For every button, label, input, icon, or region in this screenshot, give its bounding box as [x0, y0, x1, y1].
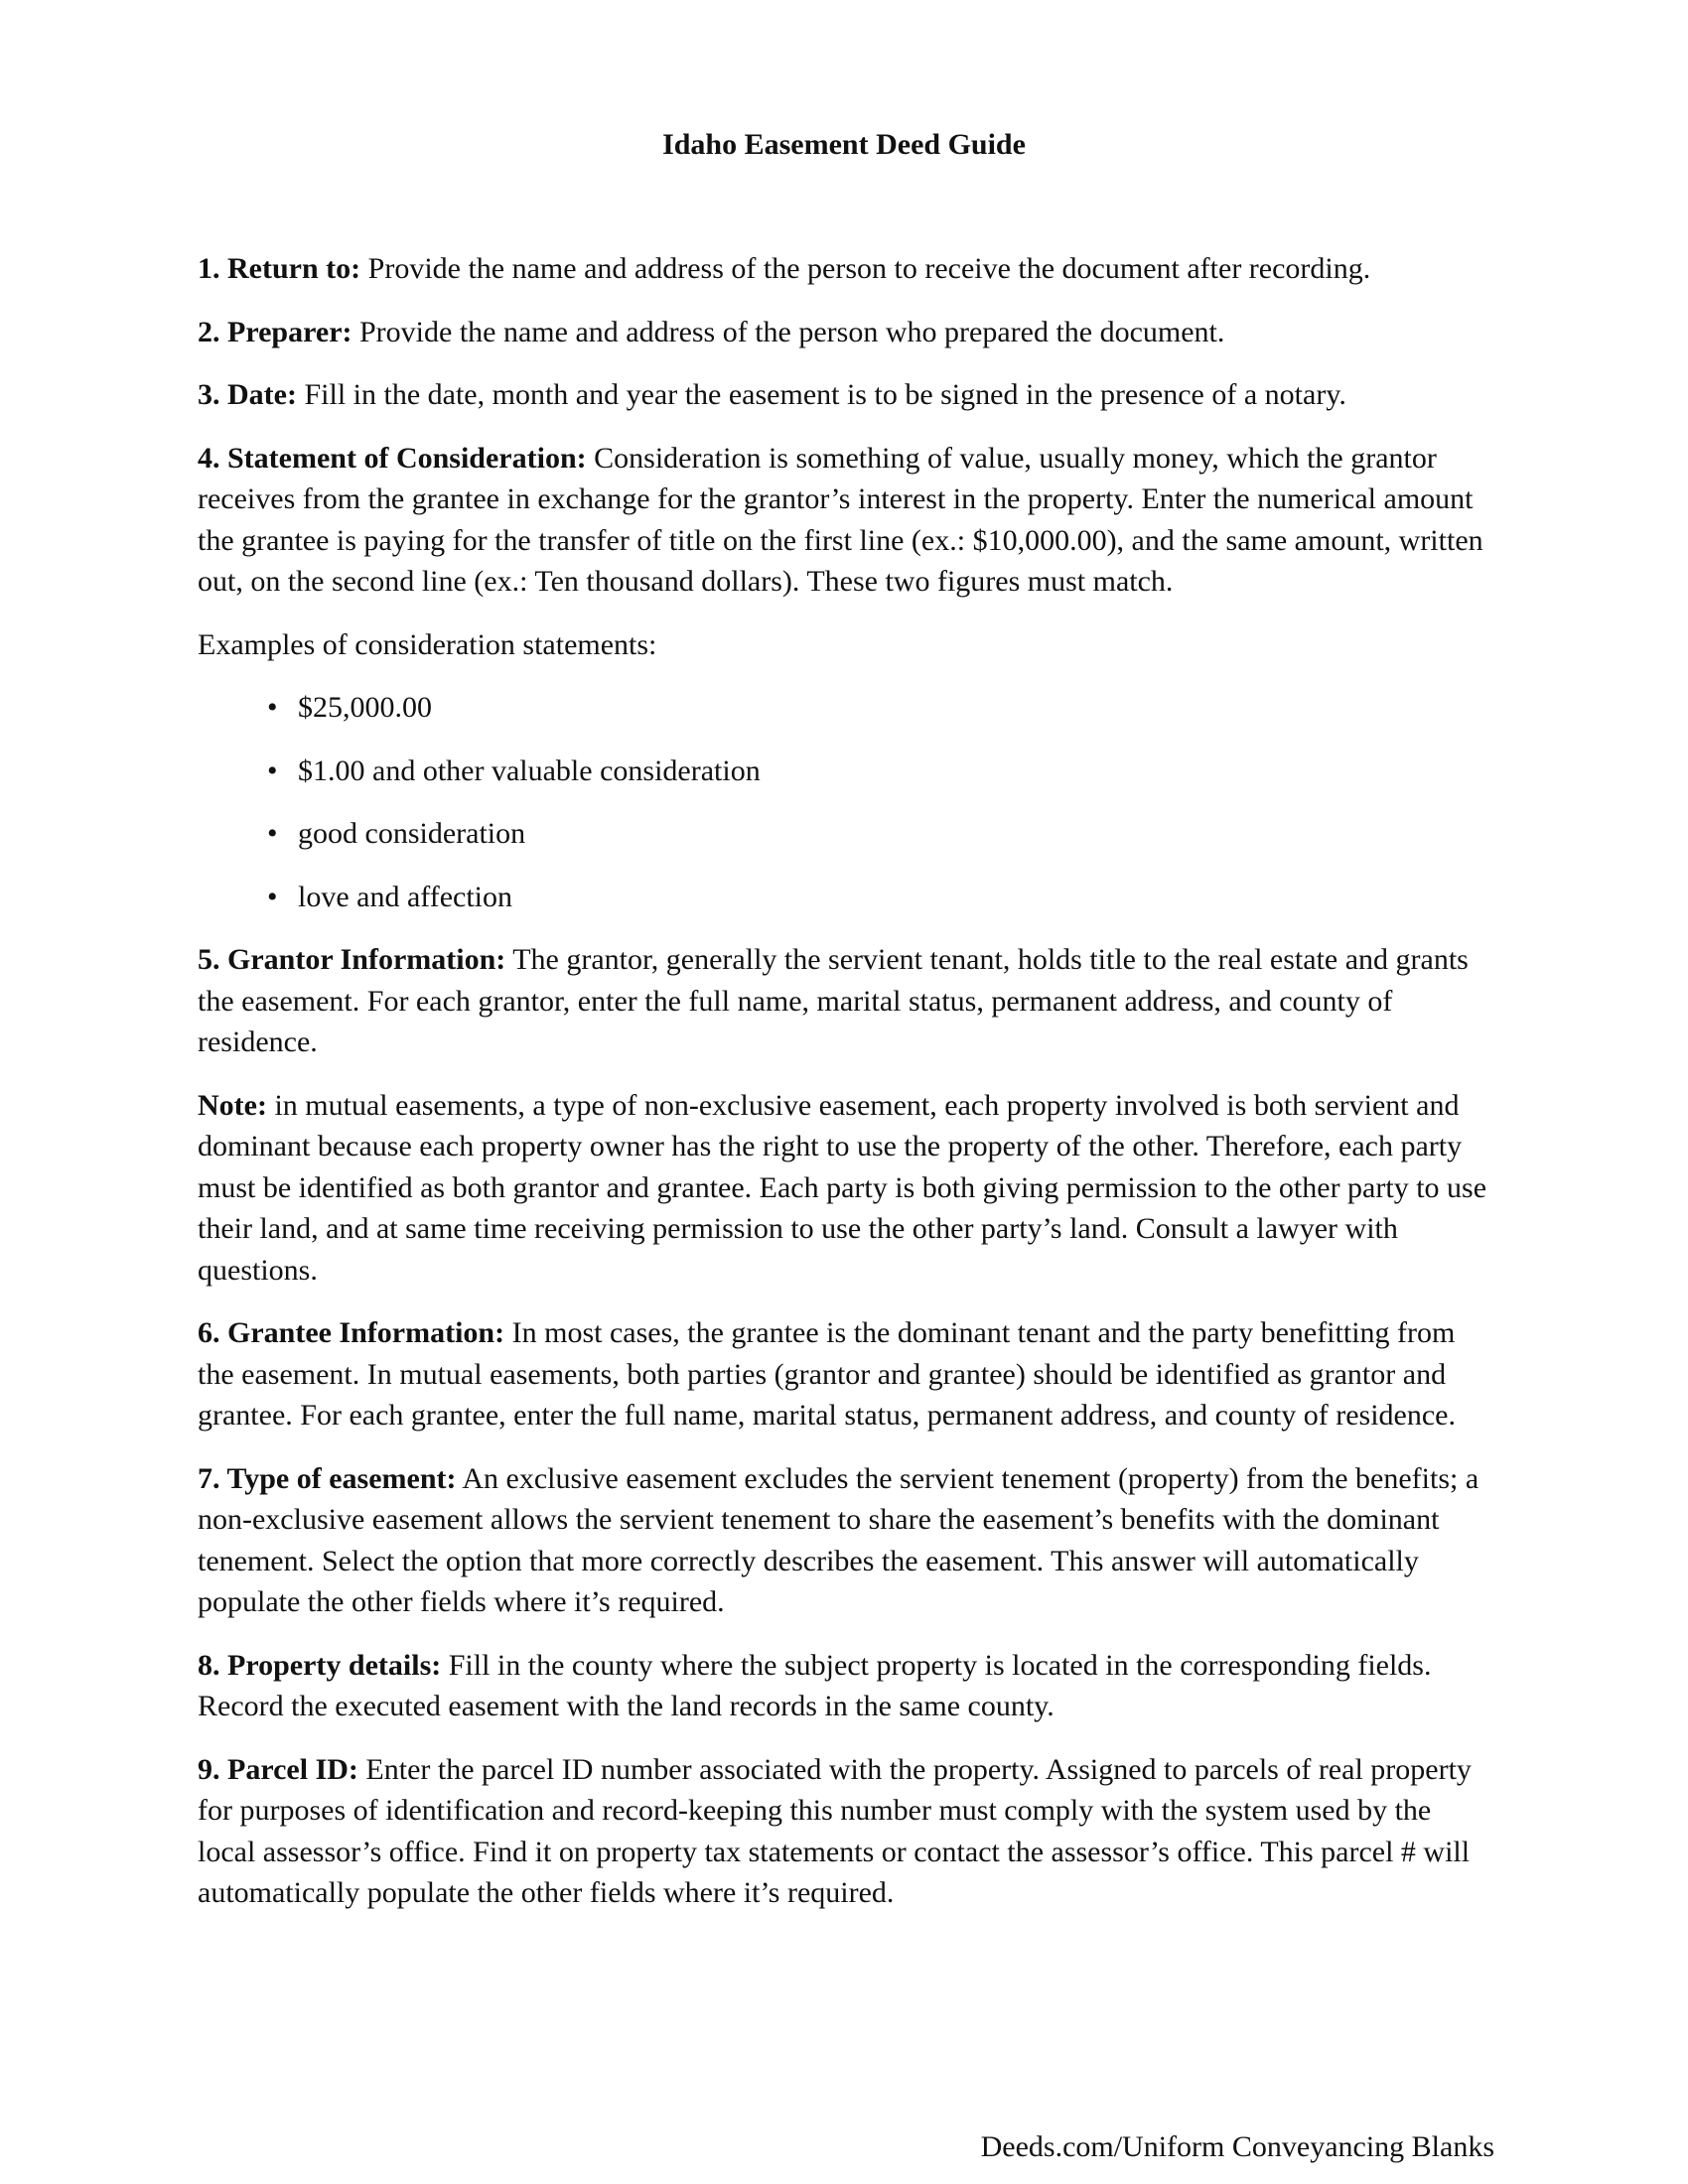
list-item [267, 813, 1494, 855]
section-label: 8. Property details: [198, 1648, 442, 1682]
section-text: Consideration is something of value, usually money, which the grantor receives from the grantee in exchange for the grantor’s interest in the property. Enter the numerical amount the grantee is paying for the transfer of title on the first line (ex.: $10,000.00), and the same amount, written out, on the second line (ex.: Ten thousand dollars). These two figures must match. [198, 441, 1483, 598]
section-label: 9. Parcel ID: [198, 1752, 358, 1786]
section-text: Enter the parcel ID number associated with the property. Assigned to parcels of real property for purposes of identification and record-keeping this number must comply with the system used by the local assessor’s office. Find it on property tax statements or contact the assessor’s office. This parcel # will automatically populate the other fields where it’s required. [198, 1752, 1472, 1909]
section-text: An exclusive easement excludes the servient tenement (property) from the benefits; a non-exclusive easement allows the servient tenement to share the easement’s benefits with the dominant tenement. Select the option that more correctly describes the easement. This answer will automatically populate the other fields where it’s required. [198, 1461, 1479, 1618]
section-note [198, 1085, 1494, 1292]
list-item [267, 751, 1494, 792]
list-item [267, 877, 1494, 918]
bullet: • [267, 753, 278, 787]
bullet: • [267, 817, 278, 850]
section-label: Note: [198, 1088, 267, 1122]
examples-intro: Examples of consideration statements: [198, 627, 657, 661]
section-preparer [198, 312, 1494, 353]
section-type-of-easement [198, 1458, 1494, 1623]
list-item-text: $1.00 and other valuable consideration [298, 753, 761, 787]
section-grantee-information [198, 1312, 1494, 1436]
section-text: Provide the name and address of the person to receive the document after recording. [360, 252, 1371, 285]
bullet: • [267, 880, 278, 913]
section-text: Fill in the county where the subject property is located in the corresponding fields. Record the executed easement with the land records in the same county. [198, 1648, 1432, 1722]
section-label: 2. Preparer: [198, 315, 352, 348]
section-grantor-information [198, 939, 1494, 1063]
list-item-text: good consideration [298, 817, 526, 850]
section-parcel-id [198, 1749, 1494, 1914]
guide-body [198, 248, 1494, 1936]
bullet: • [267, 691, 278, 724]
section-text: Fill in the date, month and year the easement is to be signed in the presence of a notary. [296, 378, 1346, 411]
section-label: 7. Type of easement: [198, 1461, 457, 1495]
list-item-text: $25,000.00 [298, 691, 432, 724]
section-label: 6. Grantee Information: [198, 1316, 505, 1349]
section-label: 5. Grantor Information: [198, 943, 506, 976]
section-text: The grantor, generally the servient tenant, holds title to the real estate and grants the easement. For each grantor, enter the full name, marital status, permanent address, and county of residence. [198, 943, 1469, 1058]
section-label: 4. Statement of Consideration: [198, 441, 587, 475]
list-item [267, 687, 1494, 729]
section-text: Provide the name and address of the person who prepared the document. [352, 315, 1225, 348]
section-label: 3. Date: [198, 378, 297, 411]
section-text: in mutual easements, a type of non-exclusive easement, each property involved is both servient and dominant because each property owner has the right to use the property of the other. Therefore, each party must be identified as both grantor and grantee. Each party is both giving permission to the other party to use their land, and at same time receiving permission to use the other party’s land. Consult a lawyer with questions. [198, 1088, 1487, 1287]
section-text: In most cases, the grantee is the dominant tenant and the party benefitting from the easement. In mutual easements, both parties (grantor and grantee) should be identified as grantor and grantee. For each grantee, enter the full name, marital status, permanent address, and county of residence. [198, 1316, 1456, 1432]
list-item-text: love and affection [298, 880, 513, 913]
document-title: Idaho Easement Deed Guide [662, 128, 1026, 161]
consideration-examples-list [198, 687, 1494, 917]
section-date [198, 374, 1494, 416]
section-return-to [198, 248, 1494, 290]
section-property-details [198, 1645, 1494, 1727]
section-statement-of-consideration [198, 438, 1494, 603]
section-label: 1. Return to: [198, 252, 361, 285]
footer-source: Deeds.com/Uniform Conveyancing Blanks [980, 2130, 1494, 2163]
